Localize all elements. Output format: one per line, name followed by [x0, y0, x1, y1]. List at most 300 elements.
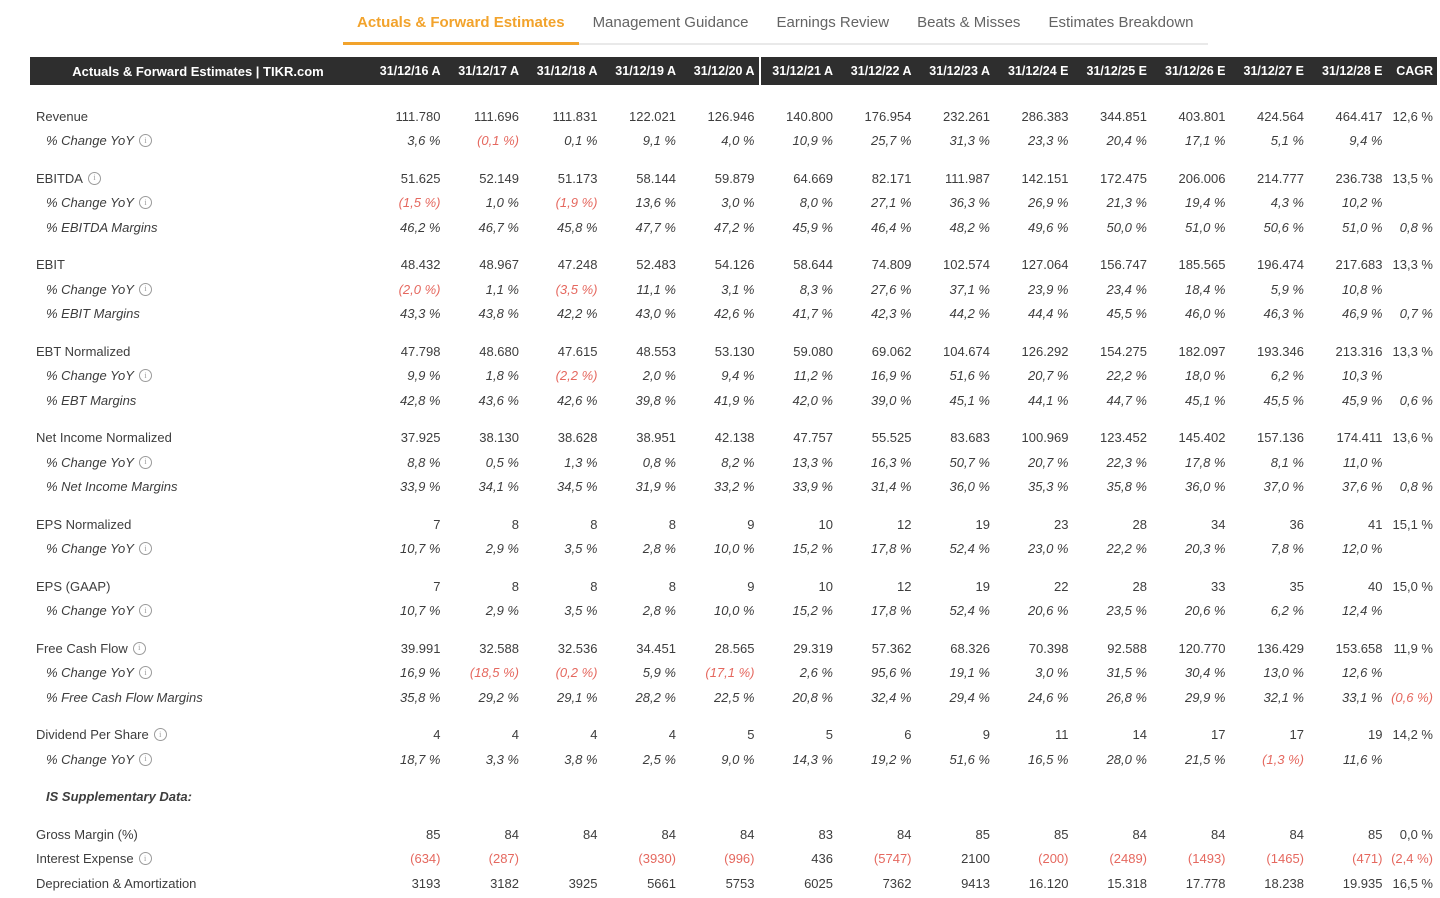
cell: 14,2 % — [1392, 727, 1433, 743]
cell: 10,7 % — [400, 603, 441, 619]
cell: 153.658 — [1335, 640, 1383, 656]
cell: 33,9 % — [400, 479, 441, 495]
cell: 26,8 % — [1106, 689, 1147, 705]
cell: 157.136 — [1257, 430, 1304, 446]
cell: 214.777 — [1257, 170, 1304, 186]
cell: 52,4 % — [949, 603, 990, 619]
column-header-31-12-17-a: 31/12/17 A — [458, 64, 519, 78]
table-row-dividend-per-share — [30, 723, 1437, 748]
cell: 154.275 — [1100, 343, 1147, 359]
cell: 2,6 % — [799, 665, 833, 681]
cell: 8 — [668, 516, 676, 532]
cell: 140.800 — [786, 108, 833, 124]
cell: 236.738 — [1335, 170, 1383, 186]
cell: 48.432 — [400, 257, 441, 273]
cell: 6 — [904, 727, 912, 743]
cell: 142.151 — [1021, 170, 1069, 186]
column-header-31-12-22-a: 31/12/22 A — [850, 64, 912, 78]
cell: 126.946 — [707, 108, 755, 124]
cell: 39,0 % — [871, 392, 912, 408]
row-group — [30, 339, 1440, 413]
cell: 12 — [897, 578, 912, 594]
cell: 85 — [1054, 826, 1069, 842]
cell: 8,8 % — [407, 454, 441, 470]
cell: 8 — [590, 516, 598, 532]
cell: 6,2 % — [1270, 603, 1304, 619]
row-label-text: Revenue — [36, 108, 89, 124]
table-row-change-yoy — [30, 661, 1437, 686]
cell: (1,9 %) — [555, 195, 598, 211]
cell: 20,4 % — [1106, 133, 1147, 149]
cell: 13,3 % — [1392, 257, 1433, 273]
cell: 0,8 % — [1399, 219, 1433, 235]
cell: 33,9 % — [792, 479, 833, 495]
cell: 185.565 — [1178, 257, 1226, 273]
cell: 213.316 — [1335, 343, 1383, 359]
tab-management-guidance[interactable]: Management Guidance — [592, 14, 749, 31]
info-icon[interactable]: i — [139, 283, 152, 296]
row-label — [30, 109, 366, 124]
row-label — [30, 455, 366, 470]
cell: 32.536 — [557, 640, 598, 656]
cell: 111.696 — [473, 108, 519, 124]
cell: 11,0 % — [1342, 454, 1383, 470]
cell: 35 — [1289, 578, 1304, 594]
cell: 19,1 % — [949, 665, 990, 681]
cell: 38.130 — [479, 430, 519, 446]
table-row-ebitda — [30, 166, 1437, 191]
cell: 5 — [825, 727, 833, 743]
row-label — [30, 727, 366, 742]
column-header-31-12-23-a: 31/12/23 A — [929, 64, 990, 78]
info-icon[interactable]: i — [133, 642, 146, 655]
cell: 16,3 % — [871, 454, 912, 470]
cell: 22,5 % — [714, 689, 755, 705]
row-label — [30, 220, 366, 235]
cell: 19 — [975, 516, 990, 532]
cell: 12,0 % — [1342, 541, 1383, 557]
cell: 8,1 % — [1270, 454, 1304, 470]
row-label — [30, 665, 366, 680]
row-label-text: EPS (GAAP) — [36, 578, 111, 594]
row-group — [30, 512, 1440, 561]
info-icon[interactable]: i — [139, 134, 152, 147]
cell: 3,5 % — [564, 541, 598, 557]
cell: 35,3 % — [1028, 479, 1069, 495]
cell: 28,2 % — [635, 689, 676, 705]
cell: 15.318 — [1107, 875, 1147, 891]
cell: 26,9 % — [1028, 195, 1069, 211]
cell: 85 — [426, 826, 441, 842]
cell: 403.801 — [1178, 108, 1226, 124]
cell: 68.326 — [950, 640, 990, 656]
info-icon[interactable]: i — [139, 753, 152, 766]
info-icon[interactable]: i — [139, 542, 152, 555]
cell: 83 — [818, 826, 833, 842]
cell: (1,3 %) — [1262, 751, 1304, 767]
table-row-ebitda-margins — [30, 215, 1437, 240]
cell: 111.831 — [552, 108, 598, 124]
cell: 41,7 % — [792, 306, 833, 322]
cell: 9,0 % — [721, 751, 755, 767]
cell: 31,9 % — [635, 479, 676, 495]
cell: 20,6 % — [1185, 603, 1226, 619]
cell: 51,6 % — [949, 368, 990, 384]
cell: 10,7 % — [400, 541, 441, 557]
cell: 29,4 % — [949, 689, 990, 705]
cell: 38.628 — [557, 430, 598, 446]
cell: 27,6 % — [871, 281, 912, 297]
cell: 43,0 % — [635, 306, 676, 322]
table-row-change-yoy — [30, 747, 1437, 772]
cell: 17.778 — [1185, 875, 1226, 891]
cell: 17,8 % — [871, 603, 912, 619]
column-header-31-12-19-a: 31/12/19 A — [615, 64, 676, 78]
row-label — [30, 368, 366, 383]
cell: 172.475 — [1100, 170, 1147, 186]
cell: 82.171 — [871, 170, 912, 186]
cell: 31,5 % — [1106, 665, 1147, 681]
cell: 29,9 % — [1185, 689, 1226, 705]
cell: 122.021 — [629, 108, 676, 124]
cell: 42,2 % — [557, 306, 598, 322]
cell: 36,0 % — [949, 479, 990, 495]
cell: 3,0 % — [1035, 665, 1069, 681]
tab-bar — [343, 6, 1208, 45]
cell: 28 — [1132, 578, 1147, 594]
row-label-text: Free Cash Flow — [36, 640, 128, 656]
cell: (2,4 %) — [1391, 851, 1433, 867]
cell: 2,9 % — [485, 603, 519, 619]
cell: 3,1 % — [721, 281, 755, 297]
cell: 11,2 % — [793, 368, 833, 384]
table-row-change-yoy — [30, 599, 1437, 624]
cell: 0,8 % — [1399, 479, 1433, 495]
cell: 13,3 % — [1392, 343, 1433, 359]
cell: (5747) — [873, 851, 912, 867]
cell: 6025 — [804, 875, 833, 891]
info-icon[interactable]: i — [139, 369, 152, 382]
cell: 83.683 — [950, 430, 990, 446]
cell: 1,8 % — [485, 368, 519, 384]
cell: 17,8 % — [1185, 454, 1226, 470]
cell: 30,4 % — [1185, 665, 1226, 681]
cell: 0,8 % — [642, 454, 676, 470]
cell: 45,1 % — [949, 392, 990, 408]
row-label-text: EBITDA — [36, 170, 83, 186]
cell: 42,6 % — [557, 392, 598, 408]
tab-beats-misses[interactable]: Beats & Misses — [917, 14, 1021, 31]
table-row-revenue — [30, 104, 1437, 129]
cell: 11,9 % — [1393, 640, 1433, 656]
cell: 7,8 % — [1270, 541, 1304, 557]
cell: 6,2 % — [1270, 368, 1304, 384]
tab-earnings-review[interactable]: Earnings Review — [776, 14, 890, 31]
cell: 156.747 — [1100, 257, 1147, 273]
cell: 42,0 % — [792, 392, 833, 408]
cell: 85 — [975, 826, 990, 842]
cell: 70.398 — [1028, 640, 1069, 656]
cell: 13,6 % — [1392, 430, 1433, 446]
cell: 2100 — [961, 851, 990, 867]
cell: 20,7 % — [1028, 454, 1069, 470]
cell: 20,7 % — [1028, 368, 1069, 384]
row-group — [30, 636, 1440, 710]
cell: 50,0 % — [1106, 219, 1147, 235]
column-header-31-12-16-a: 31/12/16 A — [379, 64, 441, 78]
row-group — [30, 574, 1440, 623]
cell: 13,6 % — [635, 195, 676, 211]
row-label-text: EBIT — [36, 257, 65, 273]
column-header-31-12-24-e: 31/12/24 E — [1008, 64, 1069, 78]
cell: 10,0 % — [714, 541, 755, 557]
cell: 84 — [1211, 826, 1226, 842]
row-group — [30, 426, 1440, 500]
row-label-text: % Free Cash Flow Margins — [46, 689, 203, 705]
cell: 8 — [511, 516, 519, 532]
info-icon[interactable]: i — [139, 852, 152, 865]
cell: 53.130 — [714, 343, 755, 359]
cell: 9 — [747, 516, 755, 532]
cell: 2,5 % — [642, 751, 676, 767]
row-label-text: % Change YoY — [46, 751, 134, 767]
info-icon[interactable]: i — [139, 666, 152, 679]
cell: 3,0 % — [721, 195, 755, 211]
table-row-depreciation-amortization — [30, 871, 1437, 896]
tab-estimates-breakdown[interactable]: Estimates Breakdown — [1048, 14, 1194, 31]
row-label-text: % EBIT Margins — [46, 306, 140, 322]
row-label — [30, 430, 366, 445]
cell: 45,9 % — [1342, 392, 1383, 408]
row-label-text: % Change YoY — [46, 195, 134, 211]
cell: 42,6 % — [714, 306, 755, 322]
cell: 43,8 % — [478, 306, 519, 322]
cell: 3,8 % — [564, 751, 598, 767]
cell: 15,0 % — [1392, 578, 1433, 594]
cell: 464.417 — [1335, 108, 1383, 124]
cell: 16,5 % — [1392, 875, 1433, 891]
cell: 44,7 % — [1106, 392, 1147, 408]
cell: 69.062 — [871, 343, 912, 359]
cell: 47.798 — [400, 343, 441, 359]
cell: 44,4 % — [1028, 306, 1069, 322]
cell: 51,0 % — [1185, 219, 1226, 235]
cell: 17 — [1289, 727, 1304, 743]
cell: 9,9 % — [407, 368, 441, 384]
cell: 12,4 % — [1342, 603, 1383, 619]
table-row-change-yoy — [30, 191, 1437, 216]
cell: 43,3 % — [400, 306, 441, 322]
column-header-31-12-18-a: 31/12/18 A — [536, 64, 598, 78]
cell: 45,8 % — [557, 219, 598, 235]
table-row-change-yoy — [30, 537, 1437, 562]
cell: 196.474 — [1257, 257, 1304, 273]
cell: 25,7 % — [871, 133, 912, 149]
cell: (2,0 %) — [398, 281, 441, 297]
column-header-31-12-21-a: 31/12/21 A — [759, 57, 838, 85]
info-icon[interactable]: i — [139, 604, 152, 617]
cell: 8,2 % — [721, 454, 755, 470]
cell: 145.402 — [1178, 430, 1226, 446]
info-icon[interactable]: i — [139, 196, 152, 209]
cell: 424.564 — [1257, 108, 1304, 124]
cell: 0,0 % — [1399, 826, 1433, 842]
cell: 1,0 % — [485, 195, 519, 211]
cell: 37.925 — [400, 430, 441, 446]
cell: 7 — [433, 516, 441, 532]
cell: 15,1 % — [1392, 516, 1433, 532]
cell: 22,2 % — [1106, 541, 1147, 557]
cell: (0,1 %) — [477, 133, 519, 149]
cell: 46,3 % — [1263, 306, 1304, 322]
cell: (1,5 %) — [398, 195, 441, 211]
cell: 42,8 % — [400, 392, 441, 408]
cell: 23,0 % — [1028, 541, 1069, 557]
cell: (3930) — [638, 851, 676, 867]
cell: (0,6 %) — [1391, 689, 1433, 705]
cell: 5 — [747, 727, 755, 743]
cell: 10,3 % — [1342, 368, 1383, 384]
cell: 19.935 — [1342, 875, 1383, 891]
row-label-text: EBT Normalized — [36, 343, 131, 359]
info-icon[interactable]: i — [154, 728, 167, 741]
cell: 84 — [661, 826, 676, 842]
cell: 34,1 % — [478, 479, 519, 495]
column-header-31-12-26-e: 31/12/26 E — [1165, 64, 1226, 78]
cell: (18,5 %) — [469, 665, 519, 681]
cell: 59.879 — [714, 170, 755, 186]
cell: 29,1 % — [557, 689, 598, 705]
cell: 126.292 — [1021, 343, 1069, 359]
cell: 4,0 % — [721, 133, 755, 149]
cell: 11,6 % — [1342, 751, 1383, 767]
row-group — [30, 166, 1440, 240]
cell: 8 — [668, 578, 676, 594]
cell: 36,3 % — [949, 195, 990, 211]
row-label — [30, 195, 366, 210]
column-header-31-12-28-e: 31/12/28 E — [1322, 64, 1383, 78]
cell: 0,5 % — [485, 454, 519, 470]
cell: 34 — [1211, 516, 1226, 532]
cell: 9,1 % — [642, 133, 676, 149]
table-row-eps-gaap — [30, 574, 1437, 599]
cell: 23,9 % — [1028, 281, 1069, 297]
cell: 41,9 % — [714, 392, 755, 408]
cell: 28,0 % — [1106, 751, 1147, 767]
table-row-net-income-normalized — [30, 426, 1437, 451]
cell: 21,5 % — [1185, 751, 1226, 767]
cell: 27,1 % — [871, 195, 912, 211]
cell: 102.574 — [943, 257, 990, 273]
cell: 47,2 % — [714, 219, 755, 235]
row-label — [30, 479, 366, 494]
cell: 5753 — [725, 875, 755, 891]
cell: 52.483 — [636, 257, 676, 273]
cell: 31,3 % — [949, 133, 990, 149]
cell: 55.525 — [871, 430, 912, 446]
info-icon[interactable]: i — [139, 456, 152, 469]
cell: 45,5 % — [1263, 392, 1304, 408]
table-row-free-cash-flow-margins — [30, 685, 1437, 710]
cell: 1,1 % — [485, 281, 519, 297]
cell: 20,6 % — [1028, 603, 1069, 619]
cell: 36 — [1289, 516, 1304, 532]
cell: 28 — [1132, 516, 1147, 532]
row-label-text: % EBITDA Margins — [46, 219, 158, 235]
cell: 2,8 % — [642, 541, 676, 557]
row-label-text: Dividend Per Share — [36, 727, 149, 743]
cell: 32.588 — [479, 640, 519, 656]
table-row-change-yoy — [30, 129, 1437, 154]
cell: 14 — [1132, 727, 1147, 743]
cell: 33,2 % — [714, 479, 755, 495]
cell: 39.991 — [400, 640, 441, 656]
row-label-text: % Change YoY — [46, 133, 134, 149]
cell: (0,2 %) — [555, 665, 598, 681]
row-label — [30, 690, 366, 705]
cell: 33 — [1211, 578, 1226, 594]
cell: 45,5 % — [1106, 306, 1147, 322]
cell: 19,4 % — [1185, 195, 1226, 211]
row-label — [30, 827, 366, 842]
cell: 14,3 % — [792, 751, 833, 767]
table-row-ebt-margins — [30, 388, 1437, 413]
row-label — [30, 541, 366, 556]
cell: 232.261 — [943, 108, 990, 124]
cell: 12,6 % — [1342, 665, 1383, 681]
cell: 48.680 — [479, 343, 519, 359]
cell: 31,4 % — [871, 479, 912, 495]
cell: 34,5 % — [557, 479, 598, 495]
cell: 46,2 % — [400, 219, 441, 235]
table-row-change-yoy — [30, 364, 1437, 389]
info-icon[interactable]: i — [88, 172, 101, 185]
cell: 45,9 % — [792, 219, 833, 235]
tab-actuals-forward-estimates[interactable]: Actuals & Forward Estimates — [343, 6, 579, 45]
row-label — [30, 641, 366, 656]
cell: 52,4 % — [949, 541, 990, 557]
cell: 15,2 % — [792, 541, 833, 557]
cell: 44,2 % — [949, 306, 990, 322]
table-header-row — [30, 57, 1437, 85]
cell: 16,9 % — [400, 665, 441, 681]
row-label-text: Depreciation & Amortization — [36, 875, 197, 891]
row-label — [30, 257, 366, 272]
cell: 46,9 % — [1342, 306, 1383, 322]
cell: 12 — [897, 516, 912, 532]
row-label-text: % Net Income Margins — [46, 479, 178, 495]
cell: 111.780 — [395, 108, 441, 124]
cell: 104.674 — [943, 343, 990, 359]
cell: 17,1 % — [1185, 133, 1226, 149]
cell: 95,6 % — [871, 665, 912, 681]
row-label — [30, 603, 366, 618]
row-label — [30, 282, 366, 297]
cell: 8 — [511, 578, 519, 594]
cell: 0,7 % — [1399, 306, 1433, 322]
cell: 32,4 % — [871, 689, 912, 705]
table-row-change-yoy — [30, 450, 1437, 475]
cell: 11,1 % — [636, 281, 676, 297]
cell: 19,2 % — [871, 751, 912, 767]
cell: 3182 — [490, 875, 519, 891]
row-label-text: % Change YoY — [46, 603, 134, 619]
cell: 38.951 — [636, 430, 676, 446]
cell: 33,1 % — [1342, 689, 1383, 705]
row-label — [30, 851, 366, 866]
cell: 7 — [433, 578, 441, 594]
row-label-text: % Change YoY — [46, 368, 134, 384]
